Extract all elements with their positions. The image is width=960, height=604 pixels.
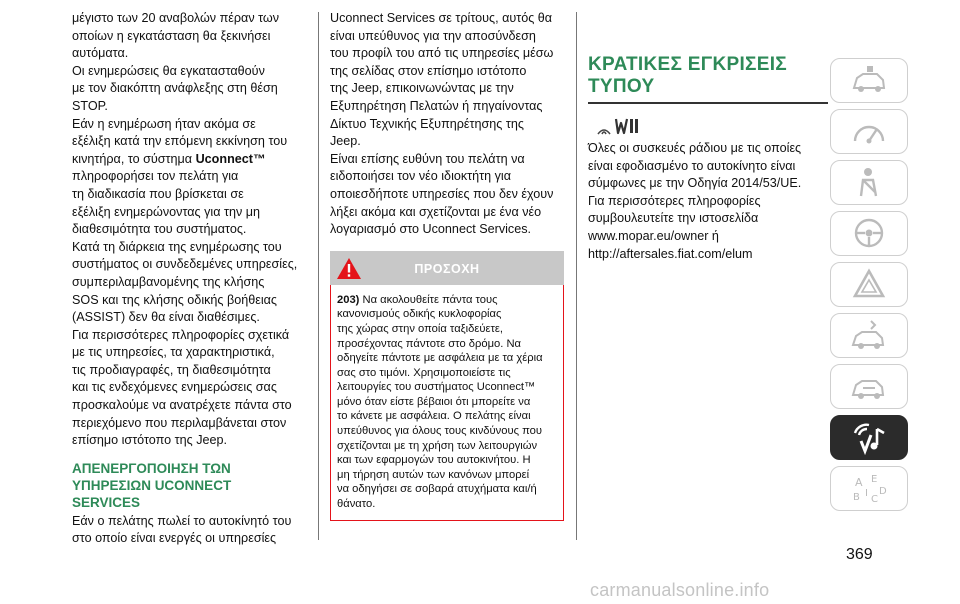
tab-car-info[interactable] xyxy=(830,58,908,103)
car-info-icon xyxy=(851,64,887,96)
link-aftersales[interactable]: http://aftersales.fiat.com/elum xyxy=(588,246,753,261)
index-letters-icon xyxy=(851,472,891,506)
seatbelt-safety-icon xyxy=(851,166,887,198)
watermark: carmanualsonline.info xyxy=(590,580,770,600)
steering-wheel-icon xyxy=(851,217,887,249)
tab-maintenance[interactable] xyxy=(830,313,908,358)
multimedia-icon xyxy=(851,421,889,455)
paragraph-update-progress: Εάν η ενημέρωση ήταν ακόμα σε εξέλιξη κατά την επόμενη εκκίνηση του κινητήρα, το σύστημα Uconnect™ πληροφορήσει τον πελάτη για τη διαδικασία που βρίσκεται σε εξέλιξη ενημερώνοντας για την μη διαθεσιμότητα του συστήματος. xyxy=(72,116,288,237)
svg-text:C: C xyxy=(871,494,878,505)
maintenance-car-icon xyxy=(851,319,887,351)
wireless-radio-icon xyxy=(594,116,640,136)
link-mopar[interactable]: www.mopar.eu/owner ή xyxy=(588,228,719,243)
emergency-triangle-icon xyxy=(851,268,887,300)
tab-dashboard-lights[interactable] xyxy=(830,109,908,154)
paragraph-radio-compliance: Όλες οι συσκευές ράδιου με τις οποίες είναι εφοδιασμένο το αυτοκίνητο είναι σύμφωνες με την Οδηγία 2014/53/UE. Για περισσότερες πληροφορίες συμβουλευτείτε την ιστοσελίδα www.mopar.eu/owner ή http://aftersales.fiat.com/elum xyxy=(588,141,802,261)
paragraph-notify-owner: Είναι επίσης ευθύνη του πελάτη να ειδοποιήσει τον νέο ιδιοκτήτη για οποιεσδήποτε υπηρεσίες που δεν έχουν λήξει ακόμα και σχετίζονται με ένα νέο λογαριασμό στο Uconnect Services. xyxy=(330,151,554,237)
page-number: 369 xyxy=(846,546,873,563)
paragraph-services-unavailable: Κατά τη διάρκεια της ενημέρωσης του συστήματος οι συνδεδεμένες υπηρεσίες, συμπεριλαμβανομένης της κλήσης SOS και της κλήσης οδικής βοήθειας (ASSIST) δεν θα είναι διαθέσιμες. xyxy=(72,239,298,325)
svg-text:I: I xyxy=(865,488,868,499)
text-column-3 xyxy=(588,10,828,263)
text-column-2 xyxy=(330,10,570,521)
heading-rule xyxy=(588,102,828,104)
warning-number: 203) xyxy=(337,293,360,306)
uconnect-bold: Uconnect™ xyxy=(195,151,266,166)
warning-box xyxy=(330,251,564,521)
svg-text:D: D xyxy=(879,486,887,497)
chapter-tabs xyxy=(830,58,908,517)
svg-text:A: A xyxy=(855,476,863,489)
tab-multimedia[interactable] xyxy=(830,415,908,460)
dashboard-lights-icon xyxy=(851,115,887,147)
svg-text:B: B xyxy=(853,492,860,503)
paragraph-sell-vehicle: Εάν ο πελάτης πωλεί το αυτοκίνητό του στο οποίο είναι ενεργές οι υπηρεσίες xyxy=(72,513,292,546)
specs-icon xyxy=(851,370,887,402)
tab-seatbelt-safety[interactable] xyxy=(830,160,908,205)
section-heading-deactivation: ΑΠΕΝΕΡΓΟΠΟΙΗΣΗ ΤΩΝ ΥΠΗΡΕΣΙΩΝ UCONNECT SERVICES xyxy=(72,460,232,510)
paragraph-postpone: μέγιστο των 20 αναβολών πέραν των οποίων η εγκατάσταση θα ξεκινήσει αυτόματα. xyxy=(72,11,280,61)
warning-title: ΠΡΟΣΟΧΗ xyxy=(414,261,480,276)
section-heading-type-approvals: ΚΡΑΤΙΚΕΣ ΕΓΚΡΙΣΕΙΣ ΤΥΠΟΥ xyxy=(588,54,788,97)
column-divider-right xyxy=(576,12,577,540)
svg-text:E: E xyxy=(871,474,878,485)
paragraph-third-party: Uconnect Services σε τρίτους, αυτός θα είναι υπεύθυνος για την αποσύνδεση του προφίλ του από τις υπηρεσίες μέσω της σελίδας στον επίσημο ιστότοπο της Jeep, επικοινωνώντας με την Εξυπηρέτηση Πελατών ή πηγαίνοντας Δίκτυο Τεχνικής Εξυπηρέτησης της Jeep. xyxy=(330,11,554,149)
tab-index[interactable] xyxy=(830,466,908,511)
paragraph-install-stop: Οι ενημερώσεις θα εγκατασταθούν με τον διακόπτη ανάφλεξης στη θέση STOP. xyxy=(72,63,278,113)
tab-steering-wheel[interactable] xyxy=(830,211,908,256)
tab-emergency[interactable] xyxy=(830,262,908,307)
text-column-1 xyxy=(72,10,312,548)
warning-text: 203) Να ακολουθείτε πάντα τους κανονισμούς οδικής κυκλοφορίας της χώρας στην οποία ταξιδεύετε, προσέχοντας πάντοτε στο δρόμο. Να οδηγείτε πάντοτε με ασφάλεια με τα χέρια σας στο τιμόνι. Χρησιμοποιείστε τις λειτουργίες του συστήματος Uconnect™ μόνο όταν είστε βέβαιοι ότι μπορείτε να το κάνετε με ασφάλεια. Ο πελάτης είναι υπεύθυνος για όλους τους κινδύνους που σχετίζονται με τη χρήση των λειτουργιών και των εφαρμογών του αυτοκινήτου. Η μη τήρηση αυτών των κανόνων μπορεί να οδηγήσει σε σοβαρά ατυχήματα και/ή θάνατο. xyxy=(330,285,564,521)
column-divider-left xyxy=(318,12,319,540)
tab-specs[interactable] xyxy=(830,364,908,409)
paragraph-more-info: Για περισσότερες πληροφορίες σχετικά με τις υπηρεσίες, τα χαρακτηριστικά, τις προδιαγραφές, τη διαθεσιμότητα και τις ενδεχόμενες ενημερώσεις σας προσκαλούμε να ανατρέχετε πάντα στο περιεχόμενο που περιλαμβάνεται στον επίσημο ιστότοπο της Jeep. xyxy=(72,327,292,448)
warning-header xyxy=(330,251,564,285)
